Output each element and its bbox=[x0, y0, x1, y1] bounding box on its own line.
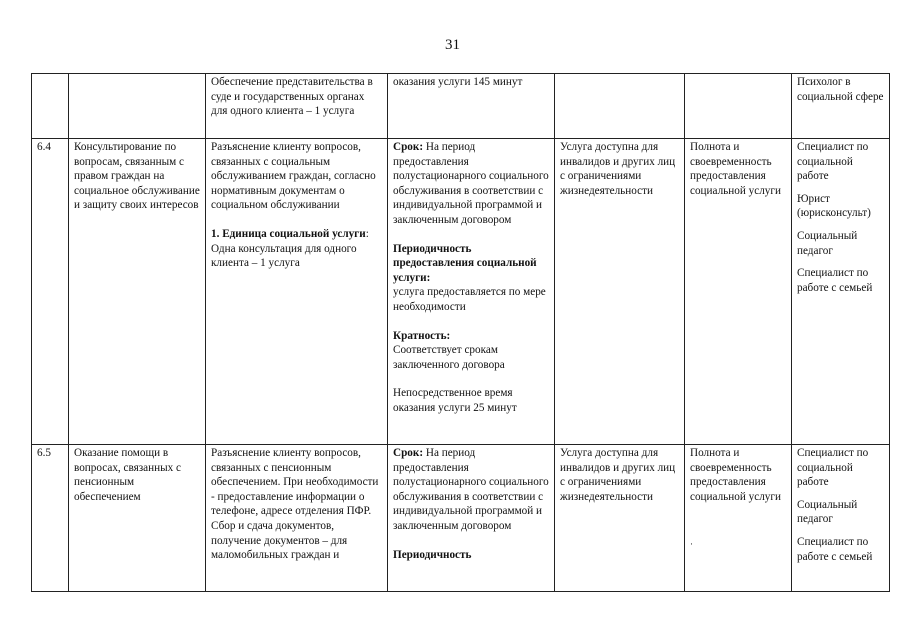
period-text: услуга предоставляется по мере необходимости bbox=[393, 286, 546, 313]
description-text: Разъяснение клиенту вопросов, связанных с социальным обслуживанием граждан, согласно нормативным документам о социальном обслуживании bbox=[211, 141, 376, 212]
cell-number: 6.5 bbox=[32, 445, 69, 592]
direct-time-text: оказания услуги 145 минут bbox=[393, 76, 523, 88]
period-label: Периодичность предоставления социальной услуги: bbox=[393, 242, 537, 284]
cell-number: 6.4 bbox=[32, 139, 69, 445]
unit-heading: 1. Единица социальной услуги bbox=[211, 227, 366, 240]
period-label: Периодичность bbox=[393, 548, 472, 561]
multiplicity-label: Кратность: bbox=[393, 329, 451, 342]
staff-item: Специалист по социальной работе bbox=[797, 141, 869, 183]
cell-staff bbox=[792, 74, 890, 139]
cell-service-name: Оказание помощи в вопросах, связанных с пенсионным обеспечением bbox=[69, 445, 206, 592]
cell-quality bbox=[685, 74, 792, 139]
page-number: 31 bbox=[445, 37, 460, 53]
stray-mark: · bbox=[690, 539, 693, 550]
cell-terms bbox=[388, 445, 555, 592]
table-row bbox=[32, 445, 890, 592]
cell-service-name: Консультирование по вопросам, связанным с правом граждан на социальное обслуживание и защиту своих интересов bbox=[69, 139, 206, 445]
unit-block bbox=[211, 227, 383, 271]
description-text: Разъяснение клиенту вопросов, связанных с пенсионным обеспечением. При необходимости - предоставление информации о телефоне, адресе отделения ПФР. Сбор и сдача документов, получение документов – для маломобильных граждан и bbox=[211, 447, 379, 562]
table-row bbox=[32, 74, 890, 139]
unit-colon: : bbox=[365, 227, 369, 240]
term-label: Срок: bbox=[393, 447, 424, 459]
cell-description bbox=[206, 445, 388, 592]
cell-terms bbox=[388, 74, 555, 139]
cell-service-name bbox=[69, 74, 206, 139]
staff-item: Социальный педагог bbox=[797, 498, 858, 526]
direct-time-text: Непосредственное время оказания услуги 25 минут bbox=[393, 387, 517, 414]
cell-quality: Полнота и своевременность предоставления социальной услуги bbox=[685, 139, 792, 445]
term-label: Срок: bbox=[393, 141, 424, 153]
quality-text: Полнота и своевременность предоставления социальной услуги bbox=[690, 447, 781, 503]
cell-conditions bbox=[555, 74, 685, 139]
staff-item: Специалист по работе с семьей bbox=[797, 267, 873, 294]
table-row bbox=[32, 139, 890, 445]
unit-text: Одна консультация для одного клиента – 1 услуга bbox=[211, 242, 357, 270]
services-table bbox=[31, 73, 890, 592]
cell-staff bbox=[792, 445, 890, 592]
cell-number bbox=[32, 74, 69, 139]
cell-terms bbox=[388, 139, 555, 445]
description-text: Обеспечение представительства в суде и государственных органах для одного клиента – 1 услуга bbox=[211, 76, 373, 118]
staff-item: Психолог в социальной сфере bbox=[797, 76, 884, 103]
staff-item: Специалист по социальной работе bbox=[797, 447, 869, 489]
term-block bbox=[393, 140, 550, 228]
term-text: На период предоставления полустационарного социального обслуживания в соответствии с индивидуальной программой и заключенным договором bbox=[393, 447, 549, 532]
cell-quality bbox=[685, 445, 792, 592]
staff-item: Юрист (юрисконсульт) bbox=[797, 192, 871, 220]
cell-description bbox=[206, 139, 388, 445]
cell-conditions: Услуга доступна для инвалидов и других лиц с ограничениями жизнедеятельности bbox=[555, 139, 685, 445]
staff-item: Специалист по работе с семьей bbox=[797, 535, 873, 563]
multiplicity-text: Соответствует срокам заключенного договора bbox=[393, 344, 505, 371]
term-block bbox=[393, 446, 550, 534]
cell-staff bbox=[792, 139, 890, 445]
cell-conditions: Услуга доступна для инвалидов и других лиц с ограничениями жизнедеятельности bbox=[555, 445, 685, 592]
cell-description bbox=[206, 74, 388, 139]
term-text: На период предоставления полустационарного социального обслуживания в соответствии с индивидуальной программой и заключенным договором bbox=[393, 141, 549, 226]
staff-item: Социальный педагог bbox=[797, 229, 858, 257]
